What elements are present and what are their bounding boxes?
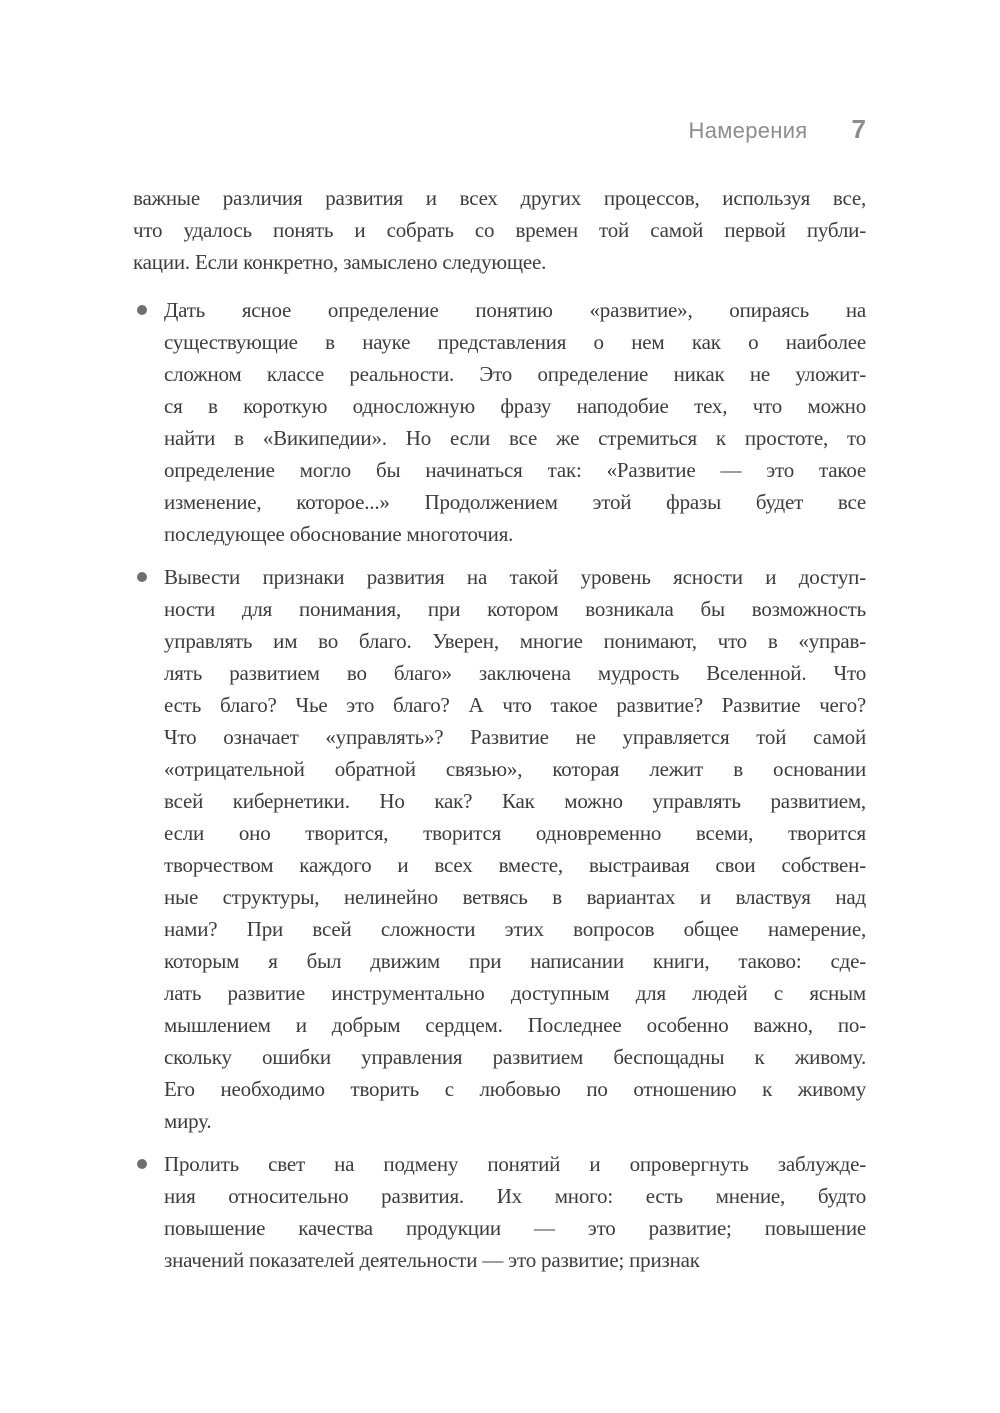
text-line: что удалось понять и собрать со времен той самой первой публи- [133, 218, 866, 242]
text-line: Его необходимо творить с любовью по отношению к живому [164, 1077, 866, 1101]
text-line: важные различия развития и всех других процессов, используя все, [133, 186, 866, 210]
running-head [133, 114, 866, 145]
text-line: лать развитие инструментально доступным для людей с ясным [164, 981, 866, 1005]
bullet-paragraph [164, 1148, 866, 1276]
bullet-icon [137, 1159, 147, 1169]
text-line: сложном классе реальности. Это определение никак не уложит- [164, 362, 866, 386]
text-line: последующее обоснование многоточия. [164, 522, 514, 546]
text-line: ные структуры, нелинейно ветвясь в вариантах и властвуя над [164, 885, 866, 909]
bullet-paragraph [164, 561, 866, 1137]
bullet-paragraph [164, 294, 866, 550]
text-line: найти в «Википедии». Но если все же стремиться к простоте, то [164, 426, 866, 450]
text-line: нами? При всей сложности этих вопросов общее намерение, [164, 917, 866, 941]
text-line: Дать ясное определение понятию «развитие», опираясь на [164, 298, 866, 322]
text-line: существующие в науке представления о нем как о наиболее [164, 330, 866, 354]
text-line: управлять им во благо. Уверен, многие понимают, что в «управ- [164, 629, 866, 653]
bullet-item [133, 294, 866, 550]
text-line: если оно творится, творится одновременно всеми, творится [164, 821, 866, 845]
text-line: ности для понимания, при котором возникала бы возможность [164, 597, 866, 621]
chapter-title: Намерения [688, 118, 808, 143]
bullet-list [133, 294, 866, 1276]
text-line: Что означает «управлять»? Развитие не управляется той самой [164, 725, 866, 749]
text-line: всей кибернетики. Но как? Как можно управлять развитием, [164, 789, 866, 813]
text-line: ся в короткую односложную фразу наподобие тех, что можно [164, 394, 866, 418]
bullet-icon [137, 305, 147, 315]
page-number: 7 [851, 114, 866, 144]
text-line: изменение, которое...» Продолжением этой фразы будет все [164, 490, 866, 514]
intro-paragraph [133, 182, 866, 278]
text-line: лять развитием во благо» заключена мудрость Вселенной. Что [164, 661, 866, 685]
text-line: мышлением и добрым сердцем. Последнее особенно важно, по- [164, 1013, 866, 1037]
text-line: повышение качества продукции — это развитие; повышение [164, 1216, 866, 1240]
text-line: «отрицательной обратной связью», которая лежит в основании [164, 757, 866, 781]
text-line: ния относительно развития. Их много: есть мнение, будто [164, 1184, 866, 1208]
text-line: миру. [164, 1109, 212, 1133]
bullet-item [133, 1148, 866, 1276]
text-line: определение могло бы начинаться так: «Развитие — это такое [164, 458, 866, 482]
text-line: кации. Если конкретно, замыслено следующее. [133, 250, 547, 274]
text-line: Вывести признаки развития на такой уровень ясности и доступ- [164, 565, 866, 589]
page-text-block [133, 182, 866, 1276]
text-line: значений показателей деятельности — это развитие; признак [164, 1248, 700, 1272]
bullet-item [133, 561, 866, 1137]
text-line: скольку ошибки управления развитием беспощадны к живому. [164, 1045, 866, 1069]
bullet-icon [137, 572, 147, 582]
text-line: Пролить свет на подмену понятий и опровергнуть заблужде- [164, 1152, 866, 1176]
text-line: творчеством каждого и всех вместе, выстраивая свои собствен- [164, 853, 866, 877]
text-line: есть благо? Чье это благо? А что такое развитие? Развитие чего? [164, 693, 866, 717]
text-line: которым я был движим при написании книги, таково: сде- [164, 949, 866, 973]
